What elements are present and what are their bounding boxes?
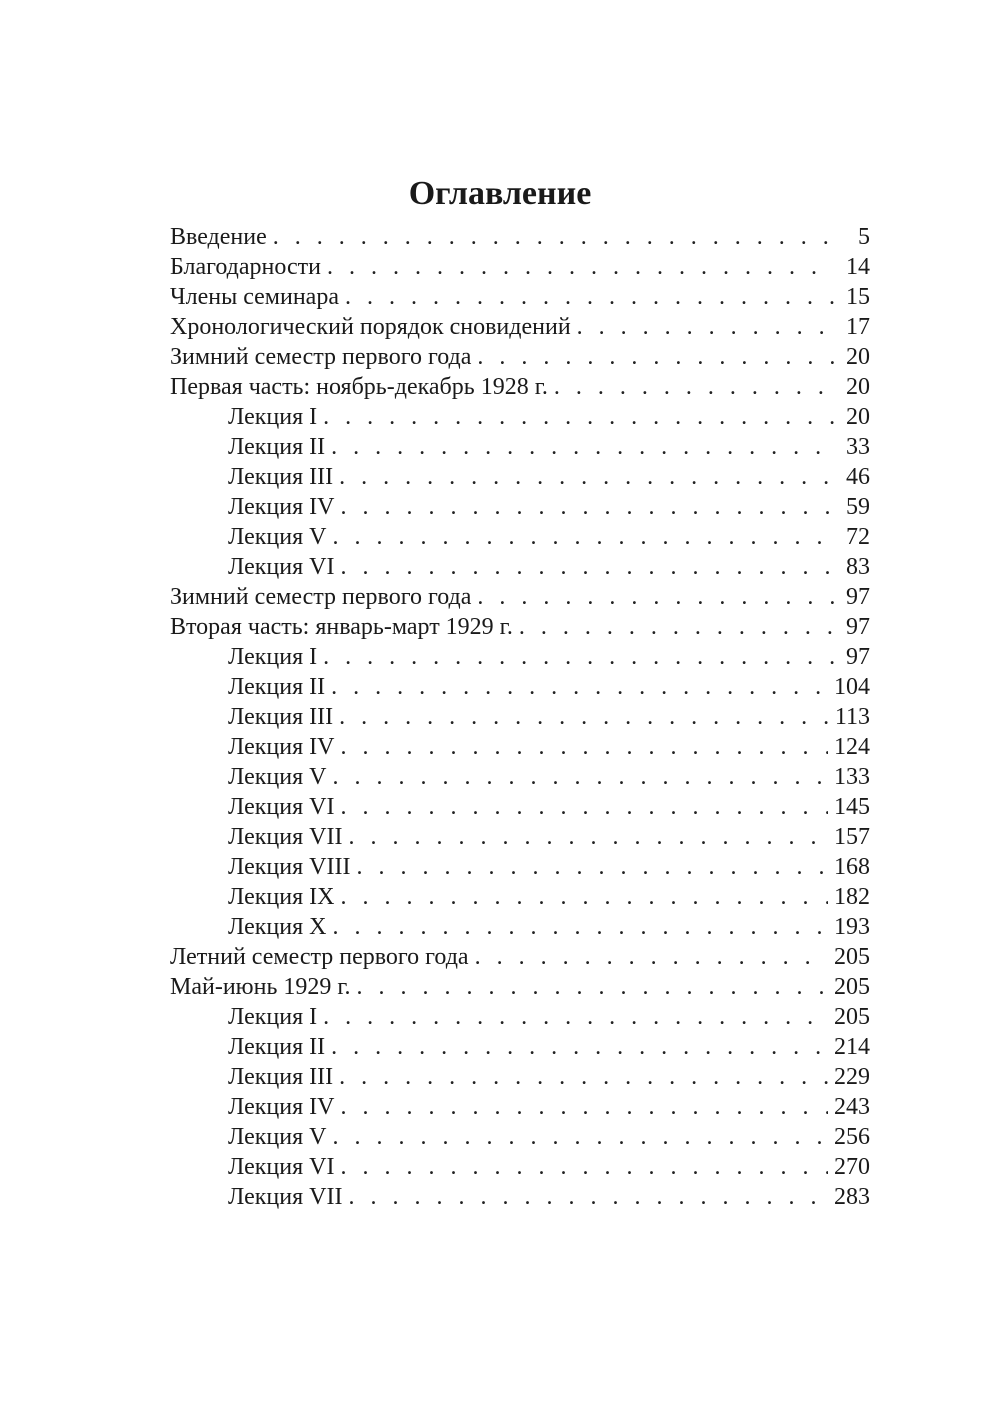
toc-page-number: 5 [858,224,870,250]
toc-page-number: 168 [834,854,870,880]
toc-dot-leader [475,942,828,972]
toc-entry-label: Лекция II [228,1034,326,1060]
toc-page-number: 256 [834,1124,870,1150]
toc-page-number: 20 [846,344,870,370]
toc-dot-leader [323,1002,828,1032]
toc-page-number: 14 [846,254,870,280]
toc-dot-leader [339,462,834,492]
toc-page-number: 97 [846,644,870,670]
toc-entry-label: Лекция I [228,404,318,430]
toc-entry[interactable] [170,282,870,312]
toc-entry-label: Лекция II [228,674,326,700]
toc-dot-leader [339,702,829,732]
toc-entry-label: Лекция VII [228,824,343,850]
toc-dot-leader [554,372,834,402]
toc-dot-leader [273,222,834,252]
toc-entry-label: Лекция VIII [228,854,351,880]
toc-entry-label: Члены семинара [170,284,339,310]
toc-entry-label: Летний семестр первого года [170,944,469,970]
toc-subentry[interactable] [170,732,870,762]
toc-subentry[interactable] [170,522,870,552]
toc-entry-label: Лекция III [228,704,334,730]
toc-dot-leader [340,552,834,582]
toc-dot-leader [477,582,834,612]
toc-subentry[interactable] [170,462,870,492]
toc-entry[interactable] [170,222,870,252]
toc-subentry[interactable] [170,492,870,522]
toc-dot-leader [477,342,834,372]
toc-page-number: 83 [846,554,870,580]
toc-entry-label: Лекция I [228,1004,318,1030]
toc-dot-leader [348,822,828,852]
toc-subentry[interactable] [170,1092,870,1122]
toc-entry[interactable] [170,582,870,612]
toc-entry[interactable] [170,342,870,372]
toc-dot-leader [332,912,828,942]
toc-entry-label: Лекция X [228,914,327,940]
toc-entry-label: Лекция III [228,1064,334,1090]
toc-dot-leader [340,732,828,762]
toc-page-number: 193 [834,914,870,940]
toc-subentry[interactable] [170,882,870,912]
toc-entry-label: Лекция IV [228,734,335,760]
toc-entry-label: Лекция VI [228,554,335,580]
toc-subentry[interactable] [170,1032,870,1062]
table-of-contents [170,222,870,1212]
toc-page-number: 133 [834,764,870,790]
toc-page-number: 46 [846,464,870,490]
toc-dot-leader [340,1152,828,1182]
toc-subentry[interactable] [170,1152,870,1182]
toc-entry-label: Хронологический порядок сновидений [170,314,571,340]
toc-dot-leader [348,1182,828,1212]
toc-subentry[interactable] [170,702,870,732]
toc-subentry[interactable] [170,912,870,942]
toc-entry[interactable] [170,972,870,1002]
toc-entry-label: Май-июнь 1929 г. [170,974,351,1000]
toc-entry-label: Вторая часть: январь-март 1929 г. [170,614,513,640]
toc-entry-label: Лекция VI [228,1154,335,1180]
toc-dot-leader [331,432,834,462]
toc-entry-label: Зимний семестр первого года [170,344,472,370]
toc-page-number: 104 [834,674,870,700]
toc-dot-leader [331,1032,828,1062]
toc-entry[interactable] [170,372,870,402]
toc-dot-leader [332,522,834,552]
toc-page-number: 72 [846,524,870,550]
toc-dot-leader [339,1062,828,1092]
toc-entry-label: Благодарности [170,254,321,280]
toc-subentry[interactable] [170,1122,870,1152]
toc-page-number: 157 [834,824,870,850]
toc-dot-leader [323,642,834,672]
toc-entry-label: Лекция IX [228,884,335,910]
toc-dot-leader [345,282,834,312]
toc-entry-label: Лекция VII [228,1184,343,1210]
toc-dot-leader [323,402,834,432]
toc-subentry[interactable] [170,792,870,822]
toc-page-number: 205 [834,944,870,970]
toc-page-number: 124 [834,734,870,760]
toc-subentry[interactable] [170,822,870,852]
toc-entry-label: Лекция III [228,464,334,490]
toc-entry-label: Лекция VI [228,794,335,820]
toc-subentry[interactable] [170,432,870,462]
toc-subentry[interactable] [170,1062,870,1092]
toc-page-number: 15 [846,284,870,310]
toc-subentry[interactable] [170,762,870,792]
toc-entry-label: Зимний семестр первого года [170,584,472,610]
toc-page-number: 33 [846,434,870,460]
toc-dot-leader [340,792,828,822]
toc-dot-leader [356,852,828,882]
toc-subentry[interactable] [170,402,870,432]
toc-page-number: 270 [834,1154,870,1180]
toc-page-number: 205 [834,1004,870,1030]
toc-page-number: 97 [846,614,870,640]
toc-subentry[interactable] [170,1002,870,1032]
toc-subentry[interactable] [170,1182,870,1212]
toc-entry-label: Первая часть: ноябрь-декабрь 1928 г. [170,374,548,400]
toc-dot-leader [332,1122,828,1152]
toc-entry-label: Лекция IV [228,494,335,520]
toc-entry-label: Лекция V [228,1124,327,1150]
toc-subentry[interactable] [170,852,870,882]
toc-page-number: 182 [834,884,870,910]
toc-page-number: 214 [834,1034,870,1060]
toc-dot-leader [340,1092,828,1122]
toc-subentry[interactable] [170,552,870,582]
toc-page-number: 59 [846,494,870,520]
toc-entry[interactable] [170,942,870,972]
toc-entry-label: Лекция II [228,434,326,460]
toc-entry-label: Лекция IV [228,1094,335,1120]
toc-page-number: 229 [834,1064,870,1090]
toc-subentry[interactable] [170,672,870,702]
toc-page-number: 97 [846,584,870,610]
toc-page-number: 205 [834,974,870,1000]
toc-dot-leader [577,312,834,342]
toc-page-number: 243 [834,1094,870,1120]
toc-entry-label: Лекция I [228,644,318,670]
toc-dot-leader [357,972,828,1002]
toc-page-number: 17 [846,314,870,340]
toc-entry-label: Лекция V [228,524,327,550]
toc-page-number: 20 [846,374,870,400]
page-title: Оглавление [408,174,592,212]
toc-page-number: 20 [846,404,870,430]
toc-entry[interactable] [170,312,870,342]
toc-dot-leader [340,492,834,522]
toc-entry-label: Лекция V [228,764,327,790]
toc-dot-leader [519,612,834,642]
toc-subentry[interactable] [170,642,870,672]
toc-page-number: 145 [834,794,870,820]
toc-dot-leader [331,672,828,702]
toc-dot-leader [332,762,828,792]
toc-entry-label: Введение [170,224,267,250]
toc-page-number: 283 [834,1184,870,1210]
toc-entry[interactable] [170,252,870,282]
toc-entry[interactable] [170,612,870,642]
toc-dot-leader [327,252,834,282]
toc-page-number: 113 [834,704,870,730]
toc-dot-leader [340,882,828,912]
